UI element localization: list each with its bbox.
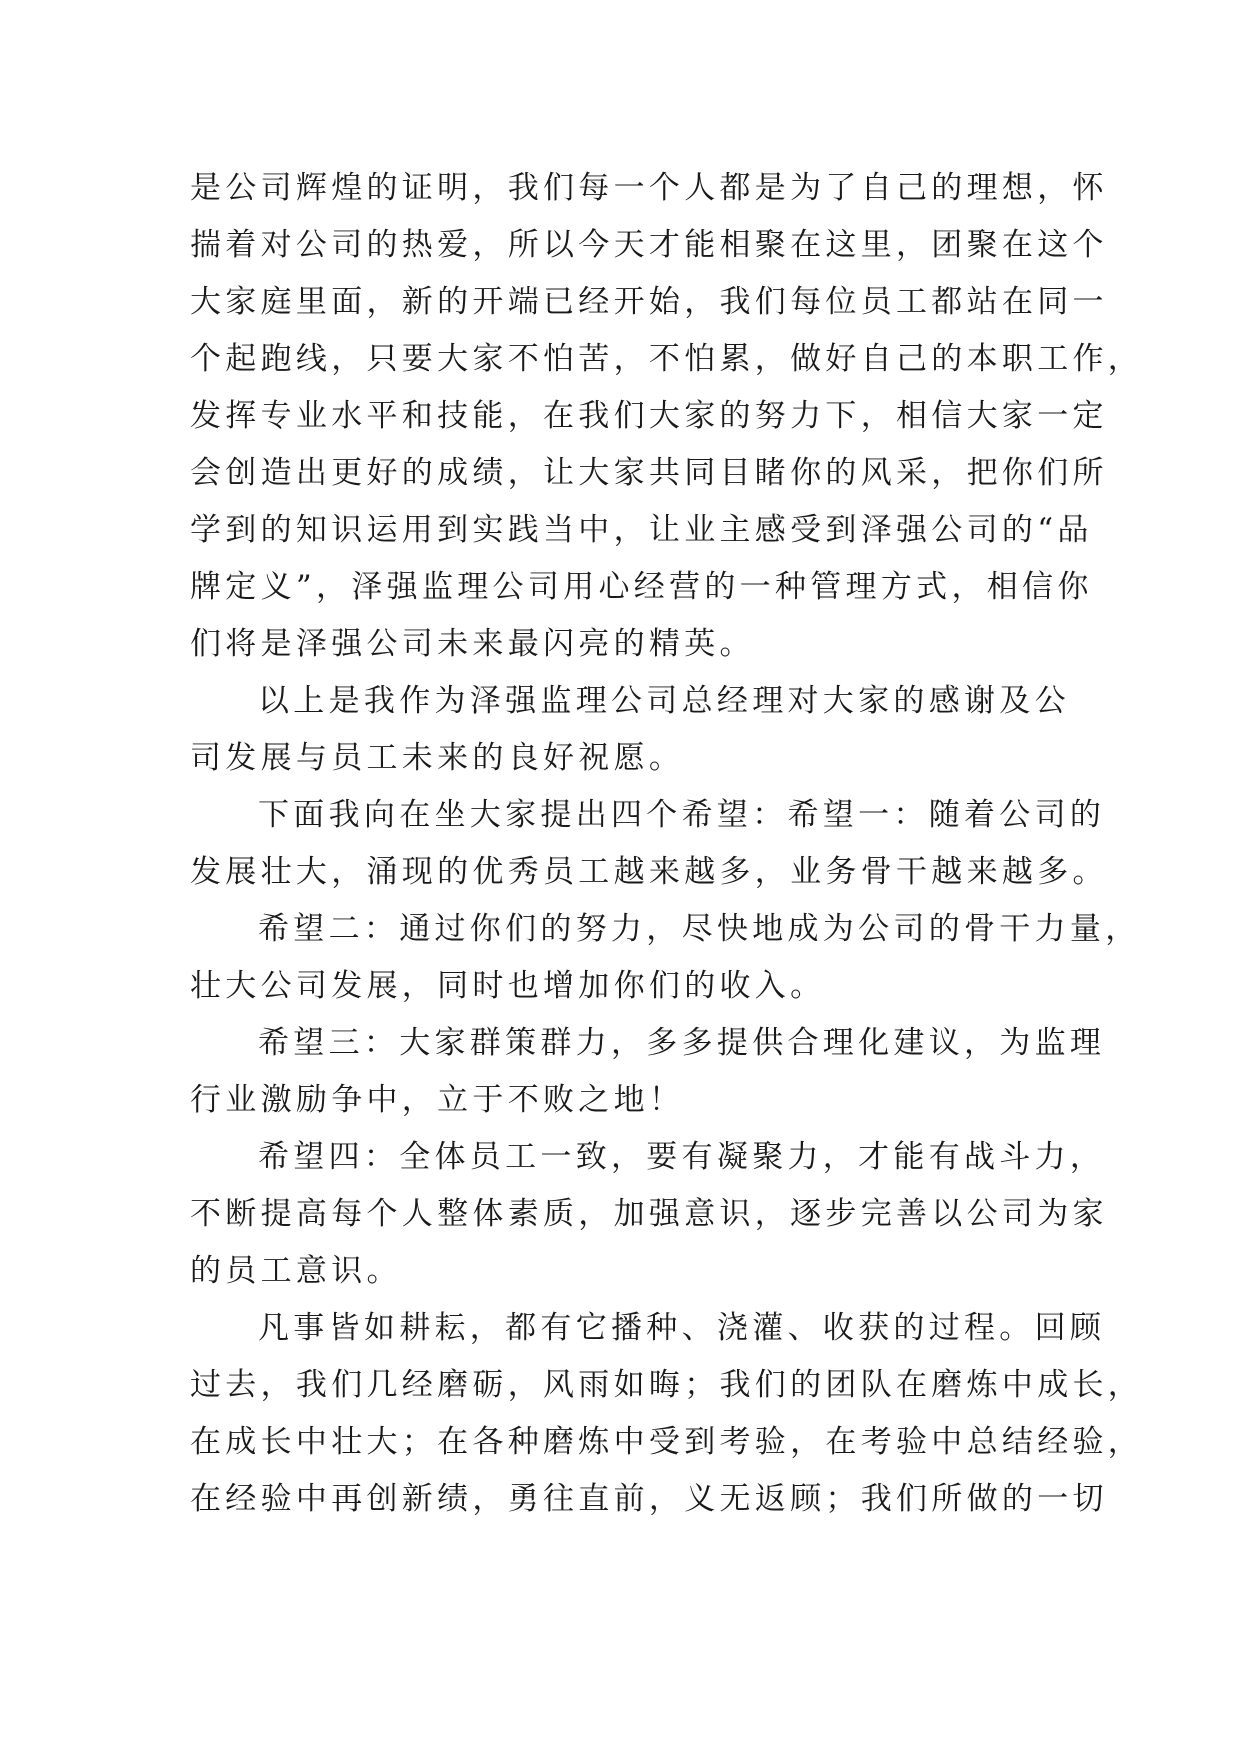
text-line: 下面我向在坐大家提出四个希望：希望一：随着公司的 [258,797,1106,833]
text-line: 们将是泽强公司未来最闪亮的精英。 [190,626,755,662]
text-line: 司发展与员工未来的良好祝愿。 [190,740,685,776]
text-line: 牌定义”，泽强监理公司用心经营的一种管理方式，相信你 [190,569,1093,605]
paragraph-reflection [190,1300,1144,1528]
text-line: 学到的知识运用到实践当中，让业主感受到泽强公司的“品 [190,512,1093,548]
paragraph-hope-four [190,1129,1108,1300]
text-line: 不断提高每个人整体素质，加强意识，逐步完善以公司为家 [190,1196,1108,1232]
text-line: 希望四：全体员工一致，要有凝聚力，才能有战斗力， [258,1139,1106,1175]
paragraph-hope-one [190,787,1108,901]
text-line: 发展壮大，涌现的优秀员工越来越多，业务骨干越来越多。 [190,854,1108,890]
text-line: 行业激励争中，立于不败之地！ [190,1082,685,1118]
text-line: 壮大公司发展，同时也增加你们的收入。 [190,968,826,1004]
text-line: 大家庭里面，新的开端已经开始，我们每位员工都站在同一 [190,284,1108,320]
document-body [190,160,1144,1528]
paragraph-continuation [190,160,1144,673]
text-line: 希望二：通过你们的努力，尽快地成为公司的骨干力量， [258,911,1141,947]
text-line: 个起跑线，只要大家不怕苦，不怕累，做好自己的本职工作， [190,341,1144,377]
text-line: 过去，我们几经磨砺，风雨如晦；我们的团队在磨炼中成长， [190,1367,1144,1403]
text-line: 希望三：大家群策群力，多多提供合理化建议，为监理 [258,1025,1106,1061]
text-line: 在成长中壮大；在各种磨炼中受到考验，在考验中总结经验， [190,1424,1144,1460]
text-line: 发挥专业水平和技能，在我们大家的努力下，相信大家一定 [190,398,1108,434]
text-line: 会创造出更好的成绩，让大家共同目睹你的风采，把你们所 [190,455,1108,491]
paragraph-thanks [190,673,1070,787]
paragraph-hope-two [190,901,1141,1015]
paragraph-hope-three [190,1015,1106,1129]
text-line: 的员工意识。 [190,1253,402,1289]
text-line: 揣着对公司的热爱，所以今天才能相聚在这里，团聚在这个 [190,227,1108,263]
text-line: 凡事皆如耕耘，都有它播种、浇灌、收获的过程。回顾 [258,1310,1106,1346]
text-line: 在经验中再创新绩，勇往直前，义无返顾；我们所做的一切 [190,1481,1108,1517]
text-line: 是公司辉煌的证明，我们每一个人都是为了自己的理想，怀 [190,170,1108,206]
text-line: 以上是我作为泽强监理公司总经理对大家的感谢及公 [258,683,1070,719]
